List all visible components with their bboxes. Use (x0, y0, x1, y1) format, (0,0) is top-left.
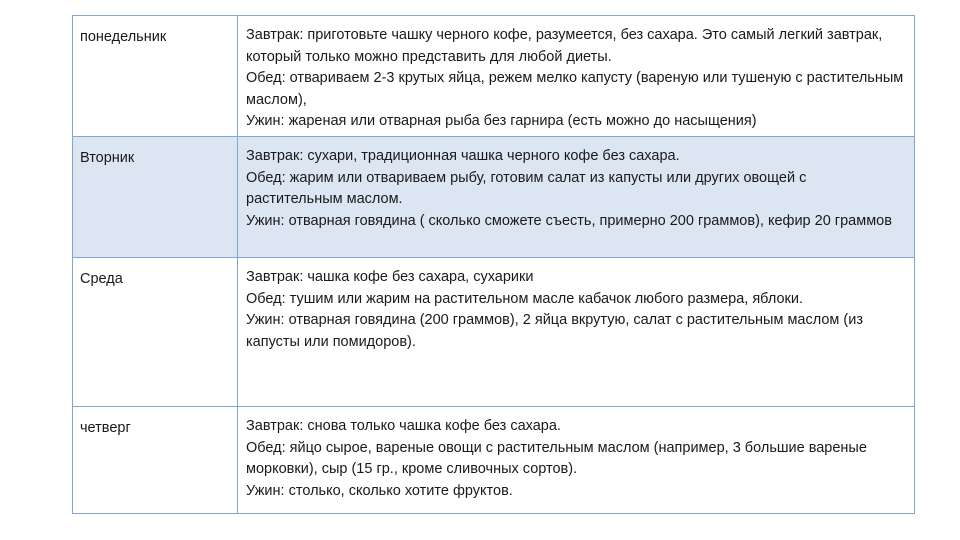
lunch-text: Обед: жарим или отвариваем рыбу, готовим салат из капусты или других овощей с растительным маслом. (246, 169, 807, 207)
day-cell (73, 258, 238, 407)
day-label: Среда (80, 271, 123, 287)
day-label: Вторник (80, 150, 135, 166)
diet-menu-table (72, 15, 915, 514)
lunch-text: Обед: отвариваем 2-3 крутых яйца, режем мелко капусту (вареную или тушеную с растительным маслом), (246, 70, 904, 108)
day-cell (73, 407, 238, 514)
lunch-text: Обед: яйцо сырое, вареные овощи с растительным маслом (например, 3 большие вареные морковки), сыр (15 гр., кроме сливочных сортов). (246, 439, 867, 477)
table-row (73, 407, 915, 514)
dinner-text: Ужин: отварная говядина ( сколько сможете съесть, примерно 200 граммов), кефир 20 граммов (246, 212, 892, 229)
day-label: четверг (80, 420, 131, 436)
breakfast-text: Завтрак: сухари, традиционная чашка черного кофе без сахара. (246, 148, 680, 164)
menu-cell (238, 258, 915, 407)
dinner-text: Ужин: столько, сколько хотите фруктов. (246, 482, 513, 499)
dinner-text: Ужин: отварная говядина (200 граммов), 2 яйца вкрутую, салат с растительным маслом (из капусты или помидоров). (246, 312, 864, 350)
menu-cell (238, 407, 915, 514)
day-label: понедельник (80, 29, 167, 45)
table-row (73, 258, 915, 407)
menu-cell (238, 16, 915, 137)
day-cell (73, 137, 238, 258)
dinner-text: Ужин: жареная или отварная рыба без гарнира (есть можно до насыщения) (246, 113, 757, 129)
table-row (73, 16, 915, 137)
day-cell (73, 16, 238, 137)
breakfast-text: Завтрак: чашка кофе без сахара, сухарики (246, 269, 534, 285)
menu-cell (238, 137, 915, 258)
lunch-text: Обед: тушим или жарим на растительном масле кабачок любого размера, яблоки. (246, 290, 803, 307)
breakfast-text: Завтрак: снова только чашка кофе без сахара. (246, 418, 561, 434)
table-row (73, 137, 915, 258)
breakfast-text: Завтрак: приготовьте чашку черного кофе, разумеется, без сахара. Это самый легкий завтрак, который только можно представить для любой диеты. (246, 27, 883, 65)
